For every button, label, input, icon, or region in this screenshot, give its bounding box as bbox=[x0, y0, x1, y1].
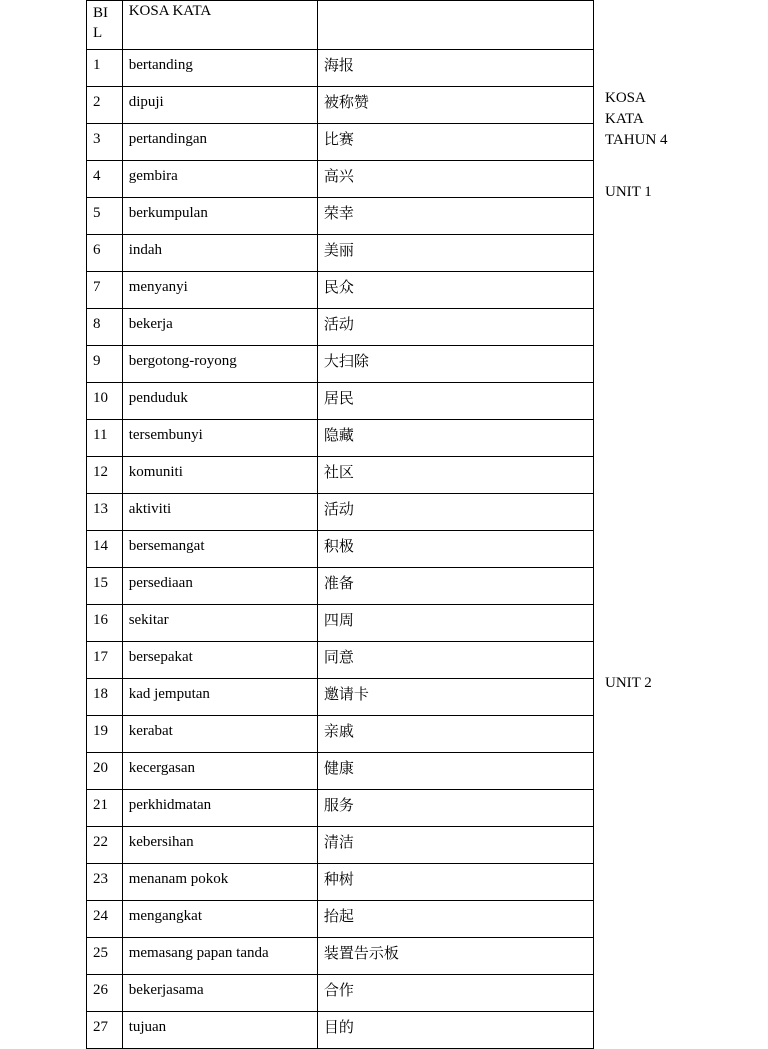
chinese-translation: 同意 bbox=[317, 642, 593, 679]
table-row bbox=[87, 531, 594, 568]
row-number: 8 bbox=[87, 309, 123, 346]
chinese-translation: 大扫除 bbox=[317, 346, 593, 383]
malay-word: bergotong-royong bbox=[122, 346, 317, 383]
table-row bbox=[87, 679, 594, 716]
chinese-translation: 健康 bbox=[317, 753, 593, 790]
table-row bbox=[87, 383, 594, 420]
table-row bbox=[87, 346, 594, 383]
row-number: 4 bbox=[87, 161, 123, 198]
table-row bbox=[87, 50, 594, 87]
chinese-translation: 美丽 bbox=[317, 235, 593, 272]
chinese-translation: 高兴 bbox=[317, 161, 593, 198]
row-number: 20 bbox=[87, 753, 123, 790]
row-number: 26 bbox=[87, 975, 123, 1012]
table-row bbox=[87, 605, 594, 642]
row-number: 23 bbox=[87, 864, 123, 901]
chinese-translation: 准备 bbox=[317, 568, 593, 605]
malay-word: bersepakat bbox=[122, 642, 317, 679]
row-number: 24 bbox=[87, 901, 123, 938]
chinese-translation: 合作 bbox=[317, 975, 593, 1012]
vocabulary-table bbox=[86, 0, 594, 1049]
malay-word: bekerja bbox=[122, 309, 317, 346]
malay-word: sekitar bbox=[122, 605, 317, 642]
chinese-translation: 活动 bbox=[317, 494, 593, 531]
malay-word: bertanding bbox=[122, 50, 317, 87]
row-number: 21 bbox=[87, 790, 123, 827]
chinese-translation: 亲戚 bbox=[317, 716, 593, 753]
malay-word: menyanyi bbox=[122, 272, 317, 309]
malay-word: komuniti bbox=[122, 457, 317, 494]
malay-word: menanam pokok bbox=[122, 864, 317, 901]
malay-word: pertandingan bbox=[122, 124, 317, 161]
malay-word: berkumpulan bbox=[122, 198, 317, 235]
chinese-translation: 被称赞 bbox=[317, 87, 593, 124]
table-row bbox=[87, 494, 594, 531]
header-kosa-kata: KOSA KATA bbox=[122, 1, 317, 50]
chinese-translation: 服务 bbox=[317, 790, 593, 827]
row-number: 22 bbox=[87, 827, 123, 864]
row-number: 17 bbox=[87, 642, 123, 679]
row-number: 13 bbox=[87, 494, 123, 531]
chinese-translation: 装置告示板 bbox=[317, 938, 593, 975]
row-number: 2 bbox=[87, 87, 123, 124]
row-number: 1 bbox=[87, 50, 123, 87]
malay-word: kebersihan bbox=[122, 827, 317, 864]
table-row bbox=[87, 87, 594, 124]
table-header-row bbox=[87, 1, 594, 50]
chinese-translation: 荣幸 bbox=[317, 198, 593, 235]
malay-word: dipuji bbox=[122, 87, 317, 124]
table-row bbox=[87, 938, 594, 975]
table-row bbox=[87, 790, 594, 827]
row-number: 16 bbox=[87, 605, 123, 642]
header-translation bbox=[317, 1, 593, 50]
malay-word: kecergasan bbox=[122, 753, 317, 790]
chinese-translation: 目的 bbox=[317, 1012, 593, 1049]
chinese-translation: 比赛 bbox=[317, 124, 593, 161]
table-row bbox=[87, 642, 594, 679]
row-number: 18 bbox=[87, 679, 123, 716]
row-number: 25 bbox=[87, 938, 123, 975]
table-row bbox=[87, 161, 594, 198]
malay-word: mengangkat bbox=[122, 901, 317, 938]
malay-word: aktiviti bbox=[122, 494, 317, 531]
malay-word: kerabat bbox=[122, 716, 317, 753]
row-number: 27 bbox=[87, 1012, 123, 1049]
table-row bbox=[87, 457, 594, 494]
chinese-translation: 海报 bbox=[317, 50, 593, 87]
row-number: 9 bbox=[87, 346, 123, 383]
table-row bbox=[87, 975, 594, 1012]
table-row bbox=[87, 753, 594, 790]
chinese-translation: 邀请卡 bbox=[317, 679, 593, 716]
table-row bbox=[87, 716, 594, 753]
malay-word: memasang papan tanda bbox=[122, 938, 317, 975]
row-number: 7 bbox=[87, 272, 123, 309]
chinese-translation: 居民 bbox=[317, 383, 593, 420]
malay-word: kad jemputan bbox=[122, 679, 317, 716]
chinese-translation: 清洁 bbox=[317, 827, 593, 864]
unit-2-label: UNIT 2 bbox=[605, 675, 652, 691]
row-number: 11 bbox=[87, 420, 123, 457]
malay-word: persediaan bbox=[122, 568, 317, 605]
chinese-translation: 社区 bbox=[317, 457, 593, 494]
row-number: 5 bbox=[87, 198, 123, 235]
row-number: 3 bbox=[87, 124, 123, 161]
row-number: 6 bbox=[87, 235, 123, 272]
malay-word: gembira bbox=[122, 161, 317, 198]
header-bil bbox=[87, 1, 123, 50]
malay-word: bekerjasama bbox=[122, 975, 317, 1012]
table-row bbox=[87, 235, 594, 272]
malay-word: tersembunyi bbox=[122, 420, 317, 457]
malay-word: bersemangat bbox=[122, 531, 317, 568]
chinese-translation: 四周 bbox=[317, 605, 593, 642]
table-row bbox=[87, 901, 594, 938]
table-row bbox=[87, 309, 594, 346]
row-number: 14 bbox=[87, 531, 123, 568]
table-row bbox=[87, 124, 594, 161]
unit-1-label: UNIT 1 bbox=[605, 184, 652, 200]
row-number: 10 bbox=[87, 383, 123, 420]
row-number: 12 bbox=[87, 457, 123, 494]
malay-word: indah bbox=[122, 235, 317, 272]
table-row bbox=[87, 827, 594, 864]
table-row bbox=[87, 864, 594, 901]
row-number: 19 bbox=[87, 716, 123, 753]
chinese-translation: 种树 bbox=[317, 864, 593, 901]
table-row bbox=[87, 1012, 594, 1049]
chinese-translation: 民众 bbox=[317, 272, 593, 309]
header-bil-label: BIL bbox=[93, 5, 108, 41]
table-row bbox=[87, 420, 594, 457]
chinese-translation: 抬起 bbox=[317, 901, 593, 938]
chinese-translation: 积极 bbox=[317, 531, 593, 568]
chinese-translation: 隐藏 bbox=[317, 420, 593, 457]
malay-word: tujuan bbox=[122, 1012, 317, 1049]
table-row bbox=[87, 198, 594, 235]
table-row bbox=[87, 568, 594, 605]
malay-word: penduduk bbox=[122, 383, 317, 420]
row-number: 15 bbox=[87, 568, 123, 605]
side-title: KOSA KATA TAHUN 4 bbox=[605, 90, 668, 148]
chinese-translation: 活动 bbox=[317, 309, 593, 346]
malay-word: perkhidmatan bbox=[122, 790, 317, 827]
table-row bbox=[87, 272, 594, 309]
